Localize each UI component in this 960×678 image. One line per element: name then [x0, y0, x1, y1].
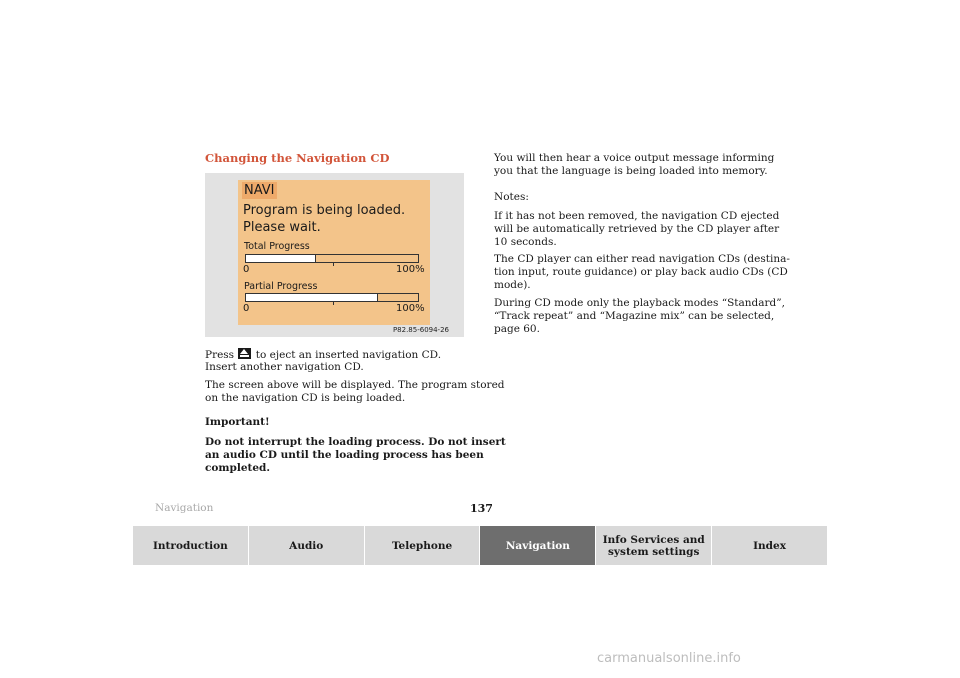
tab-info-services-line-2: system settings — [608, 545, 700, 558]
tab-audio[interactable]: Audio — [249, 526, 365, 565]
note-1-line-3: 10 seconds. — [494, 236, 557, 248]
warning-line-2: an audio CD until the loading process has been — [205, 449, 484, 461]
tab-introduction[interactable]: Introduction — [133, 526, 249, 565]
warning-line-1: Do not interrupt the loading process. Do not insert — [205, 436, 506, 448]
total-progress-fill — [246, 255, 316, 262]
tab-telephone[interactable]: Telephone — [365, 526, 481, 565]
voice-line-1: You will then hear a voice output message informing — [494, 152, 775, 164]
figure — [205, 173, 464, 337]
partial-progress-bar — [245, 293, 419, 302]
total-progress-tick — [333, 263, 334, 266]
tab-navigation[interactable]: Navigation — [480, 526, 596, 565]
navi-screen — [238, 180, 430, 325]
insert-instruction: Insert another navigation CD. — [205, 361, 364, 373]
note-3-line-3: page 60. — [494, 323, 540, 335]
warning-line-3: completed. — [205, 462, 271, 474]
note-2-line-3: mode). — [494, 279, 531, 291]
voice-line-2: you that the language is being loaded into memory. — [494, 165, 768, 177]
tab-index[interactable]: Index — [712, 526, 827, 565]
note-3-line-2: “Track repeat” and “Magazine mix” can be selected, — [494, 310, 775, 322]
page-number: 137 — [470, 502, 493, 515]
navi-label: NAVI — [244, 183, 275, 198]
partial-progress-max: 100% — [396, 303, 425, 314]
notes-heading: Notes: — [494, 191, 529, 203]
note-2-line-2: tion input, route guidance) or play back audio CDs (CD — [494, 266, 788, 278]
footer-section-name: Navigation — [155, 502, 214, 514]
total-progress-bar — [245, 254, 419, 263]
tab-info-services-label — [603, 534, 705, 558]
total-progress-min: 0 — [243, 264, 250, 275]
tab-info-services-line-1: Info Services and — [602, 533, 705, 546]
partial-progress-min: 0 — [243, 303, 250, 314]
important-heading: Important! — [205, 416, 270, 428]
partial-progress-fill — [246, 294, 378, 301]
watermark: carmanualsonline.info — [597, 651, 741, 666]
note-2-line-1: The CD player can either read navigation CDs (destina- — [494, 253, 790, 265]
press-suffix: to eject an inserted navigation CD. — [255, 349, 442, 361]
total-progress-max: 100% — [396, 264, 425, 275]
eject-icon — [238, 348, 251, 359]
figure-code: P82.85-6094-26 — [392, 326, 449, 334]
total-progress-label: Total Progress — [244, 241, 310, 252]
tab-info-services[interactable] — [596, 526, 712, 565]
screen-message-line-2: Please wait. — [243, 220, 321, 235]
screen-info-line-2: on the navigation CD is being loaded. — [205, 392, 406, 404]
note-3-line-1: During CD mode only the playback modes “Standard”, — [494, 297, 785, 309]
note-1-line-2: will be automatically retrieved by the CD player after — [494, 223, 780, 235]
press-instruction — [205, 348, 441, 362]
note-1-line-1: If it has not been removed, the navigation CD ejected — [494, 210, 780, 222]
section-title: Changing the Navigation CD — [205, 151, 390, 165]
screen-message-line-1: Program is being loaded. — [243, 203, 406, 218]
press-prefix: Press — [205, 349, 235, 361]
partial-progress-label: Partial Progress — [244, 281, 318, 292]
screen-info-line-1: The screen above will be displayed. The program stored — [205, 379, 505, 391]
partial-progress-tick — [333, 302, 334, 305]
section-tabs — [133, 526, 827, 565]
